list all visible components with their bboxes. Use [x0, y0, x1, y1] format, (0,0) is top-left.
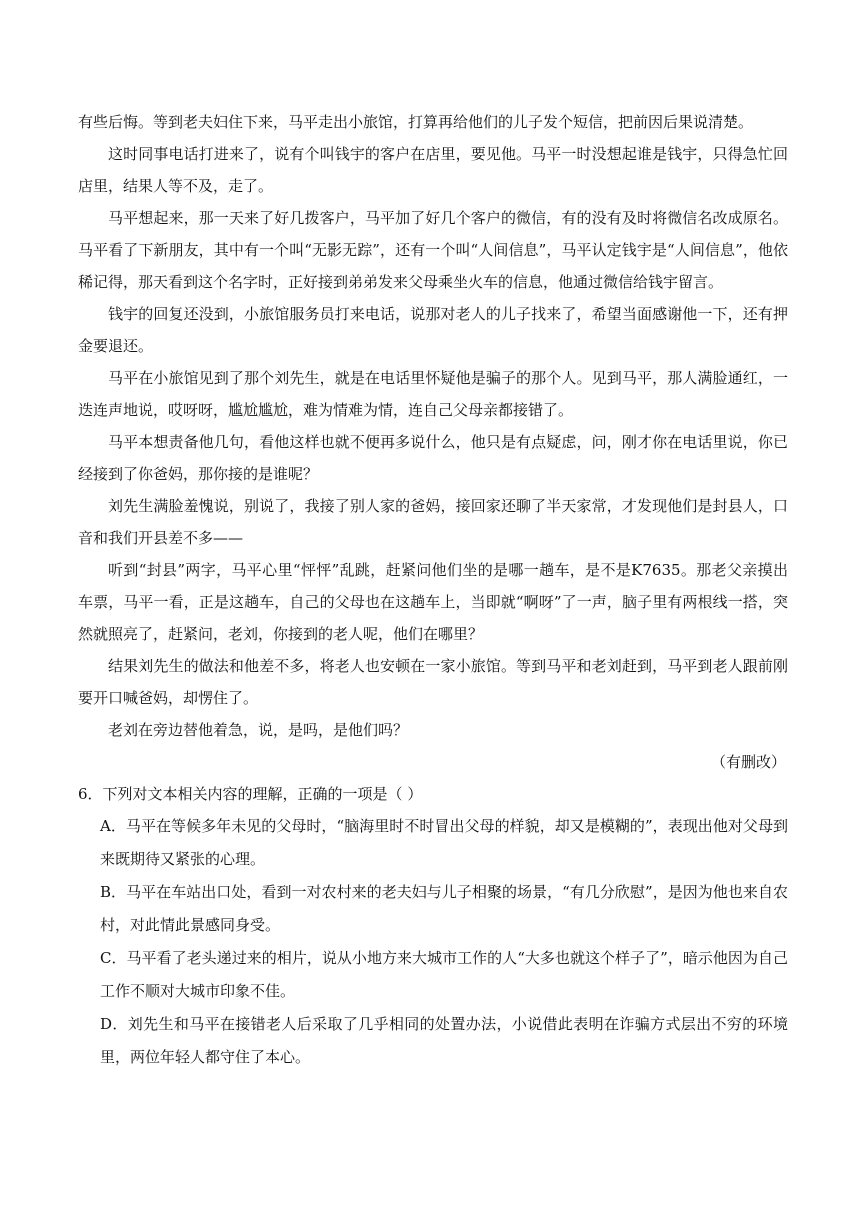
option-b[interactable] — [78, 876, 788, 942]
article-paragraph-7: 刘先生满脸羞愧说，别说了，我接了别人家的爸妈，接回家还聊了半天家常，才发现他们是封县人，口音和我们开县差不多—— — [78, 497, 788, 547]
article-paragraph-1: 有些后悔。等到老夫妇住下来，马平走出小旅馆，打算再给他们的儿子发个短信，把前因后果说清楚。 — [78, 113, 754, 131]
source-note: （有删改） — [710, 753, 786, 771]
question-block — [78, 778, 788, 1074]
document-page — [78, 106, 788, 1074]
article-paragraph-2: 这时同事电话打进来了，说有个叫钱宇的客户在店里，要见他。马平一时没想起谁是钱宇，只得急忙回店里，结果人等不及，走了。 — [78, 145, 788, 195]
article-paragraph-6: 马平本想责备他几句，看他这样也就不便再多说什么，他只是有点疑虑，问，刚才你在电话里说，你已经接到了你爸妈，那你接的是谁呢？ — [78, 433, 788, 483]
option-a-label: A． — [100, 817, 126, 835]
article-paragraph-9: 结果刘先生的做法和他差不多，将老人也安顿在一家小旅馆。等到马平和老刘赶到，马平到老人跟前刚要开口喊爸妈，却愣住了。 — [78, 657, 788, 707]
option-c-text: 马平看了老头递过来的相片，说从小地方来大城市工作的人“大多也就这个样子了”，暗示他因为自己工作不顺对大城市印象不佳。 — [100, 949, 788, 1000]
option-c[interactable] — [78, 942, 788, 1008]
option-d-text: 刘先生和马平在接错老人后采取了几乎相同的处置办法，小说借此表明在诈骗方式层出不穷的环境里，两位年轻人都守住了本心。 — [100, 1015, 788, 1066]
option-a[interactable] — [78, 810, 788, 876]
question-stem: 6．下列对文本相关内容的理解，正确的一项是（ ） — [78, 785, 423, 803]
option-d-label: D． — [100, 1015, 128, 1033]
option-b-text: 马平在车站出口处，看到一对农村来的老夫妇与儿子相聚的场景，“有几分欣慰”，是因为他也来自农村，对此情此景感同身受。 — [100, 883, 788, 934]
option-b-label: B． — [100, 883, 127, 901]
option-a-text: 马平在等候多年未见的父母时，“脑海里时不时冒出父母的样貌，却又是模糊的”，表现出他对父母到来既期待又紧张的心理。 — [100, 817, 788, 868]
article-paragraph-3: 马平想起来，那一天来了好几拨客户，马平加了好几个客户的微信，有的没有及时将微信名改成原名。马平看了下新朋友，其中有一个叫“无影无踪”，还有一个叫“人间信息”，马平认定钱宇是“人间信息”，他依稀记得，那天看到这个名字时，正好接到弟弟发来父母乘坐火车的信息，他通过微信给钱宇留言。 — [78, 209, 788, 291]
article-paragraph-8: 听到“封县”两字，马平心里“怦怦”乱跳，赶紧问他们坐的是哪一趟车，是不是K7635。那老父亲摸出车票，马平一看，正是这趟车，自己的父母也在这趟车上，当即就“啊呀”了一声，脑子里有两根线一搭，突然就照亮了，赶紧问，老刘，你接到的老人呢，他们在哪里？ — [78, 561, 788, 643]
option-c-label: C． — [100, 949, 127, 967]
article-paragraph-5: 马平在小旅馆见到了那个刘先生，就是在电话里怀疑他是骗子的那个人。见到马平，那人满脸通红，一迭连声地说，哎呀呀，尴尬尴尬，难为情难为情，连自己父母亲都接错了。 — [78, 369, 788, 419]
article-body — [78, 106, 788, 778]
article-paragraph-10: 老刘在旁边替他着急，说，是吗，是他们吗？ — [108, 721, 409, 739]
option-d[interactable] — [78, 1008, 788, 1074]
article-paragraph-4: 钱宇的回复还没到，小旅馆服务员打来电话，说那对老人的儿子找来了，希望当面感谢他一下，还有押金要退还。 — [78, 305, 788, 355]
